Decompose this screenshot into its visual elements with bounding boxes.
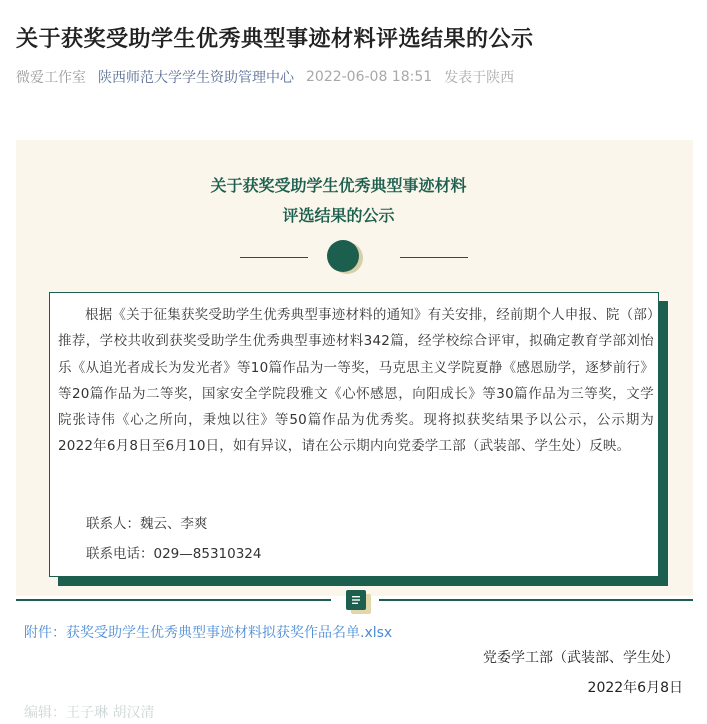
publish-location: 发表于陕西 [444, 70, 515, 86]
contact-phone: 联系电话：029—85310324 [86, 546, 262, 562]
editor-credit: 编辑：王子琳 胡汉清 [24, 705, 155, 721]
article-title: 关于获奖受助学生优秀典型事迹材料评选结果的公示 [16, 27, 534, 52]
title-divider-right [400, 257, 468, 258]
publish-time: 2022-06-08 18:51 [306, 69, 433, 85]
document-icon [346, 590, 366, 610]
signature-department: 党委学工部（武装部、学生处） [483, 650, 679, 666]
signature-date: 2022年6月8日 [587, 680, 683, 696]
attachment-link[interactable]: 附件：获奖受助学生优秀典型事迹材料拟获奖作品名单.xlsx [24, 625, 393, 641]
panel-title-line2: 评选结果的公示 [282, 206, 395, 225]
account-link[interactable]: 陕西师范大学学生资助管理中心 [98, 70, 294, 86]
title-divider-left [240, 257, 308, 258]
bottom-divider-right [379, 599, 693, 601]
article-meta [16, 66, 526, 88]
circle-ornament-icon [327, 240, 359, 272]
author-name: 微爱工作室 [16, 70, 86, 86]
panel-title-line1: 关于获奖受助学生优秀典型事迹材料 [210, 176, 467, 195]
bottom-divider-left [16, 599, 331, 601]
contact-person: 联系人：魏云、李爽 [86, 516, 208, 532]
notice-body-text: 根据《关于征集获奖受助学生优秀典型事迹材料的通知》有关安排，经前期个人申报、院（部）推荐，学校共收到获奖受助学生优秀典型事迹材料342篇，经学校综合评审，拟确定教育学部刘怡乐《从追光者成长为发光者》等10篇作品为一等奖，马克思主义学院夏静《感恩励学，逐梦前行》等20篇作品为二等奖，国家安全学院段雅文《心怀感恩，向阳成长》等30篇作品为三等奖，文学院张诗伟《心之所向，秉烛以往》等50篇作品为优秀奖。现将拟获奖结果予以公示，公示期为2022年6月8日至6月10日，如有异议，请在公示期内向党委学工部（武装部、学生处）反映。 [58, 307, 654, 455]
document-lines-icon [351, 594, 361, 606]
